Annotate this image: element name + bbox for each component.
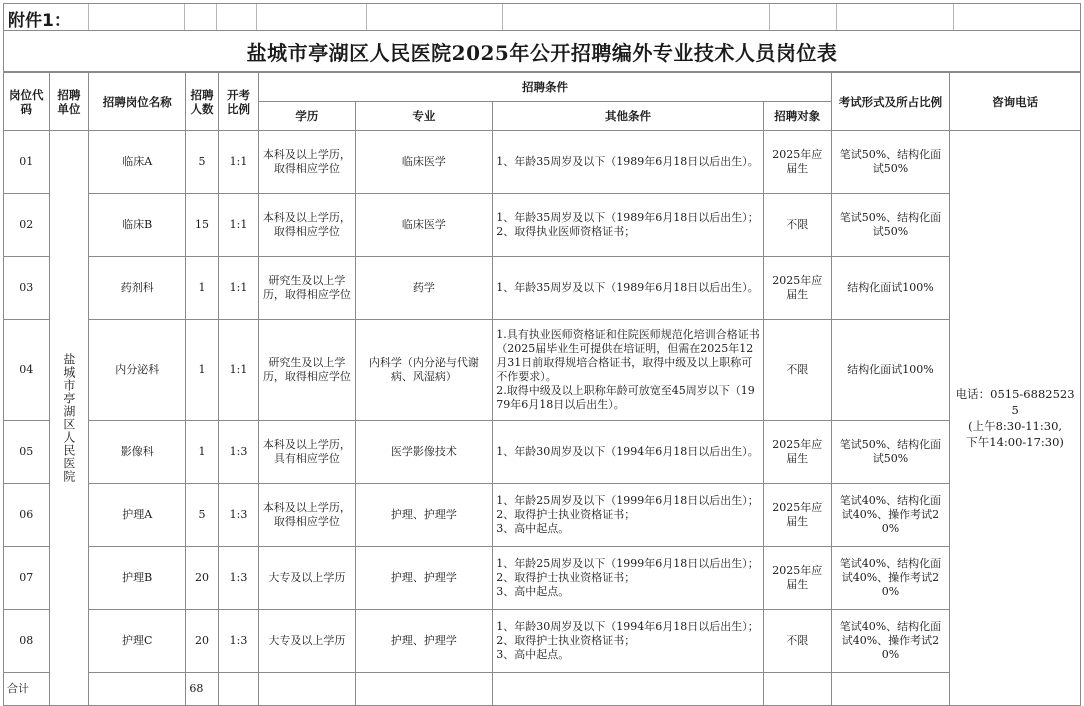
condition-line: 3、高中起点。	[496, 522, 570, 535]
phone-line3: 下午14:00-17:30)	[966, 435, 1064, 449]
ratio-cell: 1:3	[218, 610, 259, 673]
table-row	[4, 194, 1081, 257]
condition-line: 3、高中起点。	[496, 648, 570, 661]
count-cell: 1	[186, 421, 218, 484]
other-conditions-cell	[493, 320, 764, 421]
condition-line: 3、高中起点。	[496, 585, 570, 598]
education-cell: 本科及以上学历，取得相应学位	[259, 131, 355, 194]
unit-name-cell: 盐城市亭湖区人民医院	[49, 131, 89, 706]
education-cell: 本科及以上学历，具有相应学位	[259, 421, 355, 484]
other-conditions-cell	[493, 131, 764, 194]
target-cell: 2025年应届生	[763, 484, 831, 547]
post-code-cell: 08	[4, 610, 50, 673]
education-cell: 大专及以上学历	[259, 547, 355, 610]
target-cell: 2025年应届生	[763, 131, 831, 194]
header-post-code: 岗位代码	[4, 73, 50, 131]
condition-line: 1、年龄25周岁及以下（1999年6月18日以后出生）；	[496, 494, 759, 507]
education-cell: 本科及以上学历，取得相应学位	[259, 194, 355, 257]
major-cell: 护理、护理学	[355, 484, 493, 547]
table-row	[4, 257, 1081, 320]
condition-line: 1、年龄25周岁及以下（1999年6月18日以后出生）；	[496, 557, 759, 570]
phone-line1: 电话：0515-68825235	[955, 387, 1075, 417]
post-name-cell: 影像科	[89, 421, 186, 484]
header-education: 学历	[259, 102, 355, 131]
education-cell: 本科及以上学历，取得相应学位	[259, 484, 355, 547]
annex-row	[3, 3, 1081, 31]
total-empty	[218, 673, 259, 706]
education-cell: 研究生及以上学历，取得相应学位	[259, 257, 355, 320]
ratio-cell: 1:3	[218, 547, 259, 610]
post-name-cell: 护理B	[89, 547, 186, 610]
target-cell: 2025年应届生	[763, 421, 831, 484]
education-cell: 大专及以上学历	[259, 610, 355, 673]
post-code-cell: 07	[4, 547, 50, 610]
count-cell: 1	[186, 257, 218, 320]
post-code-cell: 05	[4, 421, 50, 484]
table-row	[4, 610, 1081, 673]
header-post-name: 招聘岗位名称	[89, 73, 186, 131]
header-conditions: 招聘条件	[259, 73, 831, 102]
count-cell: 15	[186, 194, 218, 257]
ratio-cell: 1:3	[218, 421, 259, 484]
condition-line: 1、年龄35周岁及以下（1989年6月18日以后出生）。	[496, 155, 759, 168]
table-row	[4, 421, 1081, 484]
total-count: 68	[186, 673, 218, 706]
recruitment-sheet	[3, 3, 1081, 701]
other-conditions-cell	[493, 421, 764, 484]
other-conditions-cell	[493, 257, 764, 320]
exam-cell: 结构化面试100%	[831, 320, 950, 421]
page-title: 盐城市亭湖区人民医院2025年公开招聘编外专业技术人员岗位表	[246, 41, 838, 65]
total-empty	[259, 673, 355, 706]
count-cell: 5	[186, 484, 218, 547]
condition-line: 1.具有执业医师资格证和住院医师规范化培训合格证书（2025届毕业生可提供在培证明，但需在2025年12月31日前取得规培合格证书，取得中级及以上职称可不作要求）。	[496, 328, 760, 383]
target-cell: 不限	[763, 610, 831, 673]
major-cell: 护理、护理学	[355, 610, 493, 673]
total-empty	[355, 673, 493, 706]
condition-line: 2、取得护士执业资格证书；	[496, 571, 636, 584]
header-row-1	[4, 73, 1081, 102]
table-row	[4, 320, 1081, 421]
exam-cell: 笔试40%、结构化面试40%、操作考试20%	[831, 610, 950, 673]
header-unit: 招聘单位	[49, 73, 89, 131]
other-conditions-cell	[493, 484, 764, 547]
major-cell: 内科学（内分泌与代谢病、风湿病）	[355, 320, 493, 421]
post-name-cell: 护理A	[89, 484, 186, 547]
total-row	[4, 673, 1081, 706]
other-conditions-cell	[493, 547, 764, 610]
exam-cell: 笔试50%、结构化面试50%	[831, 194, 950, 257]
header-other: 其他条件	[493, 102, 764, 131]
table-row	[4, 547, 1081, 610]
phone-cell	[950, 131, 1081, 706]
ratio-cell: 1:1	[218, 194, 259, 257]
other-conditions-cell	[493, 610, 764, 673]
education-cell: 研究生及以上学历，取得相应学位	[259, 320, 355, 421]
title-bar	[3, 31, 1081, 72]
post-code-cell: 04	[4, 320, 50, 421]
condition-line: 2、取得护士执业资格证书；	[496, 508, 636, 521]
exam-cell: 笔试40%、结构化面试40%、操作考试20%	[831, 484, 950, 547]
condition-line: 2.取得中级及以上职称年龄可放宽至45周岁以下（1979年6月18日以后出生）。	[496, 384, 755, 411]
major-cell: 护理、护理学	[355, 547, 493, 610]
post-name-cell: 内分泌科	[89, 320, 186, 421]
count-cell: 1	[186, 320, 218, 421]
table-row	[4, 484, 1081, 547]
condition-line: 1、年龄35周岁及以下（1989年6月18日以后出生）。	[496, 281, 759, 294]
major-cell: 临床医学	[355, 131, 493, 194]
post-name-cell: 护理C	[89, 610, 186, 673]
condition-line: 2、取得护士执业资格证书；	[496, 634, 636, 647]
header-major: 专业	[355, 102, 493, 131]
count-cell: 20	[186, 610, 218, 673]
total-empty	[831, 673, 950, 706]
ratio-cell: 1:1	[218, 131, 259, 194]
major-cell: 药学	[355, 257, 493, 320]
condition-line: 1、年龄35周岁及以下（1989年6月18日以后出生）；	[496, 211, 759, 224]
target-cell: 不限	[763, 194, 831, 257]
other-conditions-cell	[493, 194, 764, 257]
post-name-cell: 临床A	[89, 131, 186, 194]
total-empty	[89, 673, 186, 706]
post-code-cell: 03	[4, 257, 50, 320]
post-code-cell: 01	[4, 131, 50, 194]
major-cell: 临床医学	[355, 194, 493, 257]
count-cell: 20	[186, 547, 218, 610]
post-code-cell: 02	[4, 194, 50, 257]
target-cell: 2025年应届生	[763, 257, 831, 320]
ratio-cell: 1:3	[218, 484, 259, 547]
header-phone: 咨询电话	[950, 73, 1081, 131]
condition-line: 2、取得执业医师资格证书；	[496, 225, 636, 238]
total-empty	[493, 673, 764, 706]
target-cell: 2025年应届生	[763, 547, 831, 610]
positions-table	[3, 72, 1081, 706]
phone-line2: (上午8:30-11:30,	[968, 419, 1063, 433]
total-label: 合计	[4, 673, 50, 706]
exam-cell: 笔试40%、结构化面试40%、操作考试20%	[831, 547, 950, 610]
target-cell: 不限	[763, 320, 831, 421]
annex-label: 附件1：	[8, 11, 71, 31]
table-row	[4, 131, 1081, 194]
condition-line: 1、年龄30周岁及以下（1994年6月18日以后出生）；	[496, 620, 759, 633]
major-cell: 医学影像技术	[355, 421, 493, 484]
post-name-cell: 临床B	[89, 194, 186, 257]
header-exam: 考试形式及所占比例	[831, 73, 950, 131]
exam-cell: 结构化面试100%	[831, 257, 950, 320]
ratio-cell: 1:1	[218, 257, 259, 320]
exam-cell: 笔试50%、结构化面试50%	[831, 421, 950, 484]
header-target: 招聘对象	[763, 102, 831, 131]
condition-line: 1、年龄30周岁及以下（1994年6月18日以后出生）。	[496, 445, 759, 458]
header-ratio: 开考比例	[218, 73, 259, 131]
post-code-cell: 06	[4, 484, 50, 547]
post-name-cell: 药剂科	[89, 257, 186, 320]
total-empty	[763, 673, 831, 706]
exam-cell: 笔试50%、结构化面试50%	[831, 131, 950, 194]
header-count: 招聘人数	[186, 73, 218, 131]
ratio-cell: 1:1	[218, 320, 259, 421]
count-cell: 5	[186, 131, 218, 194]
